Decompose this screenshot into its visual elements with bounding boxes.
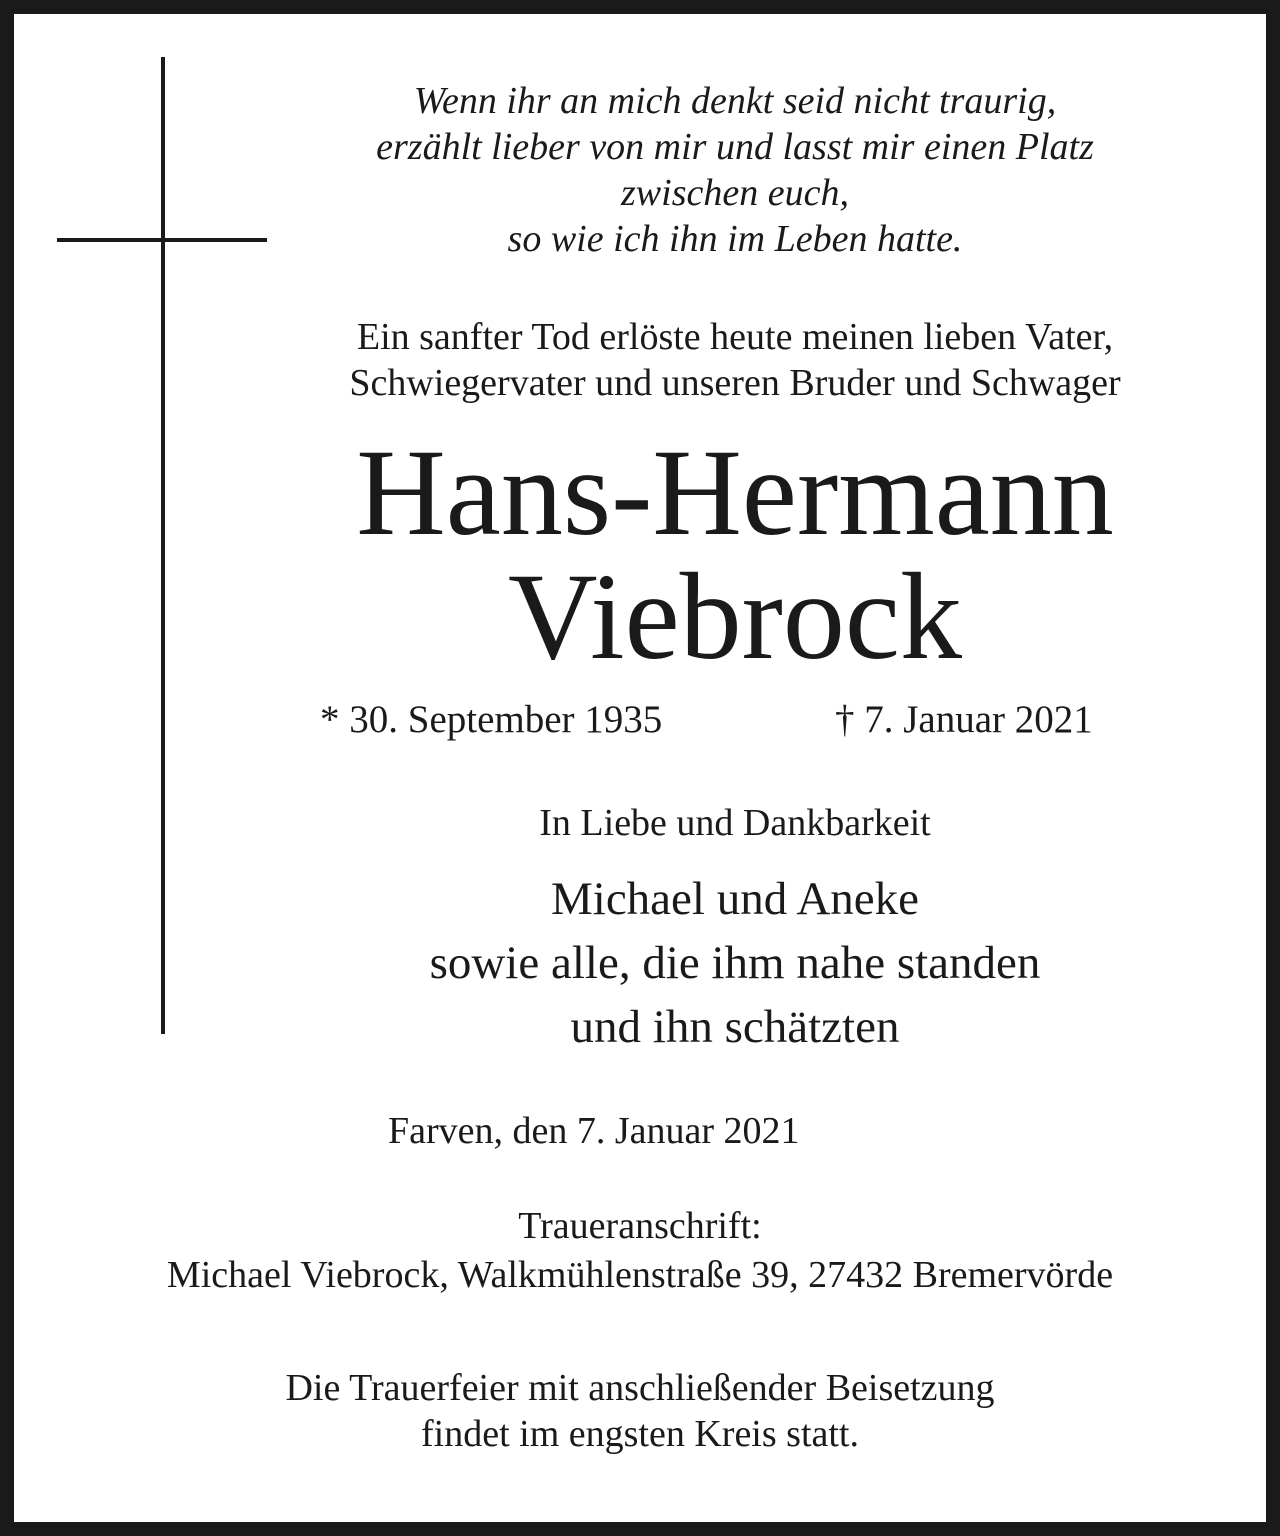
death-date: † 7. Januar 2021 xyxy=(835,698,1093,741)
cross-icon-horizontal-bar xyxy=(57,238,267,242)
ceremony-notice xyxy=(0,1365,1280,1457)
poem-line: erzählt lieber von mir und lasst mir einen Platz xyxy=(376,126,1094,168)
mourning-address-label: Traueranschrift: xyxy=(518,1205,762,1247)
memorial-poem xyxy=(290,78,1180,262)
mourners-line: sowie alle, die ihm nahe standen xyxy=(429,937,1041,989)
deceased-first-name: Hans-Hermann xyxy=(356,424,1114,561)
mourners-line: und ihn schätzten xyxy=(570,1001,900,1053)
mourning-address: Michael Viebrock, Walkmühlenstraße 39, 27432 Bremervörde xyxy=(166,1254,1114,1296)
poem-line: so wie ich ihn im Leben hatte. xyxy=(507,218,963,260)
poem-line: zwischen euch, xyxy=(621,172,849,214)
place-and-date: Farven, den 7. Januar 2021 xyxy=(388,1110,800,1152)
cross-icon-vertical-bar xyxy=(161,57,165,1034)
announcement-intro xyxy=(270,314,1200,406)
intro-line: Schwiegervater und unseren Bruder und Schwager xyxy=(349,362,1121,404)
ceremony-line: Die Trauerfeier mit anschließender Beisetzung xyxy=(285,1367,995,1409)
deceased-last-name: Viebrock xyxy=(508,548,962,685)
gratitude-line: In Liebe und Dankbarkeit xyxy=(539,802,931,844)
mourners-list xyxy=(270,867,1200,1059)
poem-line: Wenn ihr an mich denkt seid nicht traurig, xyxy=(413,80,1057,122)
ceremony-line: findet im engsten Kreis statt. xyxy=(421,1413,859,1455)
mourners-line: Michael und Aneke xyxy=(550,873,920,925)
intro-line: Ein sanfter Tod erlöste heute meinen lieben Vater, xyxy=(356,316,1114,358)
birth-date: * 30. September 1935 xyxy=(320,698,663,741)
